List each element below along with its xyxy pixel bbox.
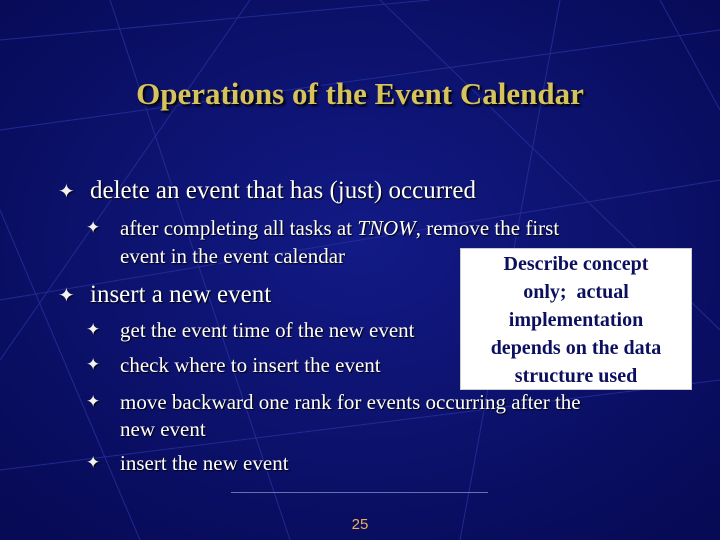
tnow-variable: TNOW — [357, 216, 416, 240]
callout-line: structure used — [514, 365, 638, 387]
bullet-star-icon: ✦ — [86, 392, 101, 412]
bullet-star-icon: ✦ — [86, 320, 101, 340]
sub-bullet-text: after completing all tasks at TNOW, remove the first — [120, 216, 560, 240]
bullet-star-icon: ✦ — [86, 355, 101, 375]
page-number: 25 — [351, 516, 369, 533]
callout-line: depends on the data — [490, 337, 662, 359]
bullet-star-icon: ✦ — [58, 283, 75, 307]
footer-divider — [231, 492, 488, 493]
bullet-text: insert a new event — [90, 281, 272, 308]
bullet-text: delete an event that has (just) occurred — [90, 177, 476, 204]
bullet-star-icon: ✦ — [58, 179, 75, 203]
bullet-star-icon: ✦ — [86, 218, 101, 238]
callout-line: implementation — [508, 309, 644, 331]
callout-line: Describe concept — [503, 253, 649, 275]
bullet-star-icon: ✦ — [86, 453, 101, 473]
callout-line: only; actual — [523, 281, 629, 303]
slide-title: Operations of the Event Calendar — [136, 76, 584, 111]
note-callout — [460, 248, 692, 390]
